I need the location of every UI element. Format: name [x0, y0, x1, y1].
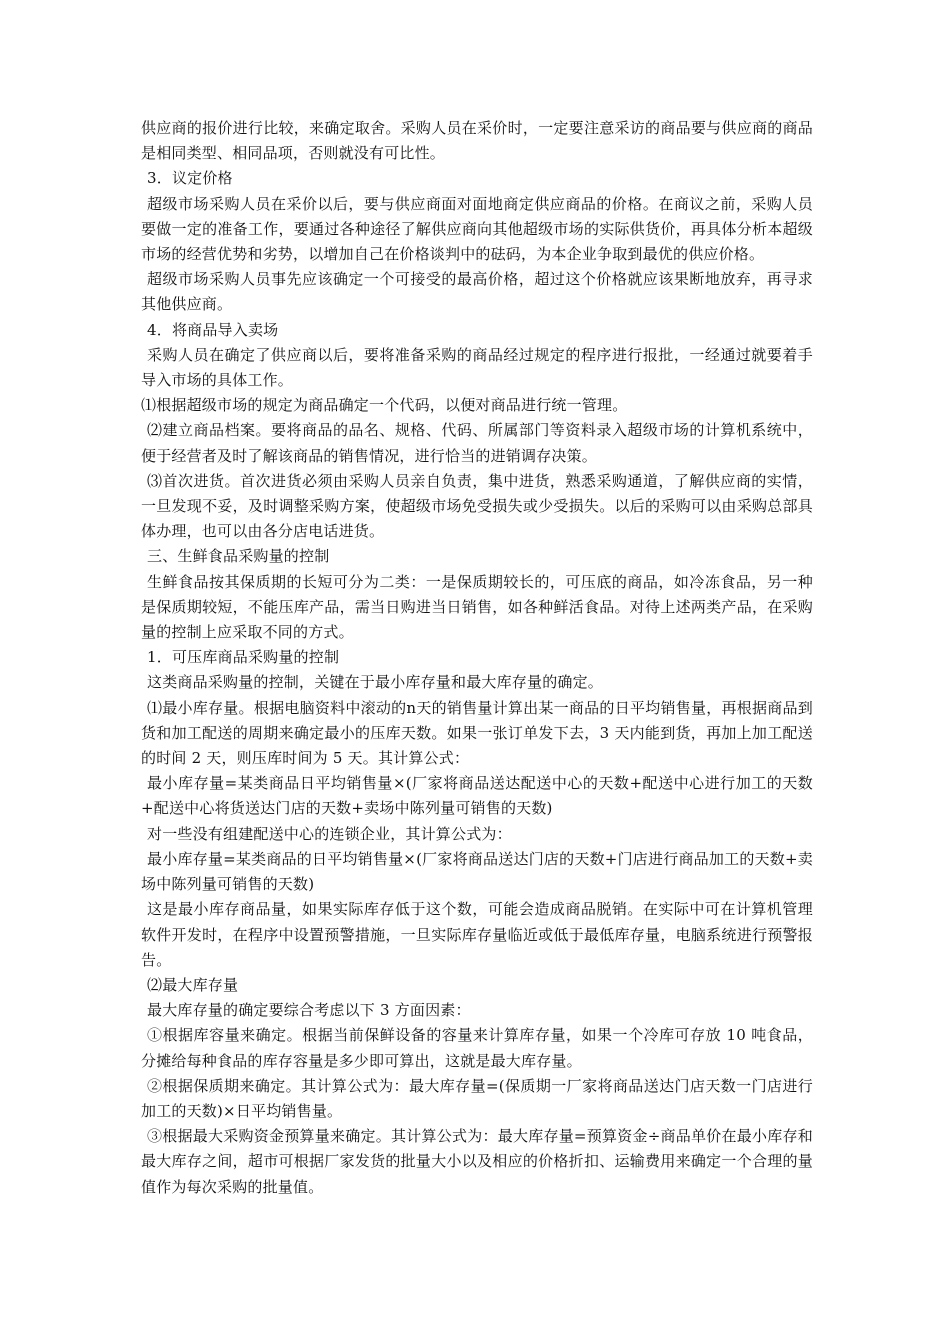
- heading-import-goods: 4．将商品导入卖场: [147, 320, 279, 339]
- list-item-product-archive: ⑵建立商品档案。要将商品的品名、规格、代码、所属部门等资料录入超级市场的计算机系统中，便于经营者及时了解该商品的销售情况，进行恰当的进销调存决策。: [141, 421, 813, 465]
- formula-minimum-stock-with-dc: 最小库存量=某类商品日平均销售量×(厂家将商品送达配送中心的天数+配送中心进行加工的天数+配送中心将货送达门店的天数+卖场中陈列量可销售的天数): [141, 774, 813, 818]
- formula-minimum-stock-without-dc: 最小库存量=某类商品的日平均销售量×(厂家将商品送达门店的天数+门店进行商品加工的天数+卖场中陈列量可销售的天数): [141, 849, 813, 894]
- list-item-budget-factor: ③根据最大采购资金预算量来确定。其计算公式为：最大库存量=预算资金÷商品单价在最小库存和最大库存之间，超市可根据厂家发货的批量大小以及相应的价格折扣、运输费用来确定一个合理的量值作为每次采购的批量值。: [141, 1127, 813, 1196]
- paragraph-maximum-stock-factors: 最大库存量的确定要综合考虑以下 3 方面因素：: [147, 1001, 471, 1020]
- paragraph-negotiate-price: 超级市场采购人员在采价以后，要与供应商面对面地商定供应商品的价格。在商议之前，采购人员要做一定的准备工作，要通过各种途径了解供应商向其他超级市场的实际供货价，再具体分析本超级市场的经营优势和劣势，以增加自己在价格谈判中的砝码，为本企业争取到最优的供应价格。: [141, 194, 813, 264]
- list-item-first-purchase: ⑶首次进货。首次进货必须由采购人员亲自负责，集中进货，熟悉采购通道，了解供应商的实情，一旦发现不妥，及时调整采购方案，使超级市场免受损失或少受损失。以后的采购可以由采购总部具体办理，也可以由各分店电话进货。: [141, 471, 813, 541]
- list-item-capacity-factor: ①根据库容量来确定。根据当前保鲜设备的容量来计算库存量，如果一个冷库可存放 10 吨食品，分摊给每种食品的库存容量是多少即可算出，这就是最大库存量。: [141, 1026, 813, 1070]
- heading-fresh-food-quantity: 三、生鲜食品采购量的控制: [147, 547, 330, 566]
- paragraph-fresh-food-types: 生鲜食品按其保质期的长短可分为二类：一是保质期较长的，可压底的商品，如冷冻食品，另一种是保质期较短，不能压库产品，需当日购进当日销售，如各种鲜活食品。对待上述两类产品，在采购量的控制上应采取不同的方式。: [141, 572, 813, 642]
- list-item-product-code: ⑴根据超级市场的规定为商品确定一个代码，以便对商品进行统一管理。: [141, 396, 628, 415]
- paragraph-no-distribution-center: 对一些没有组建配送中心的连锁企业，其计算公式为：: [147, 824, 512, 843]
- list-item-minimum-stock: ⑴最小库存量。根据电脑资料中滚动的n天的销售量计算出某一商品的日平均销售量，再根据商品到货和加工配送的周期来确定最小的压库天数。如果一张订单发下去，3 天内能到货，再加上加工配送的时间 2 天，则压库时间为 5 天。其计算公式：: [141, 698, 813, 768]
- paragraph-stock-warning: 这是最小库存商品量，如果实际库存低于这个数，可能会造成商品脱销。在实际中可在计算机管理软件开发时，在程序中设置预警措施，一旦实际库存量临近或低于最低库存量，电脑系统进行预警报告。: [141, 900, 813, 969]
- list-item-shelf-life-factor: ②根据保质期来确定。其计算公式为：最大库存量=(保质期一厂家将商品送达门店天数一门店进行加工的天数)×日平均销售量。: [141, 1076, 813, 1120]
- paragraph-storable-goods-key: 这类商品采购量的控制，关键在于最小库存量和最大库存量的确定。: [147, 673, 604, 692]
- heading-negotiate-price: 3．议定价格: [147, 169, 233, 188]
- paragraph-supplier-quote-comparison: 供应商的报价进行比较，来确定取舍。采购人员在采价时，一定要注意采访的商品要与供应商的商品是相同类型、相同品项，否则就没有可比性。: [141, 119, 813, 163]
- list-item-maximum-stock: ⑵最大库存量: [147, 975, 239, 994]
- paragraph-approval-process: 采购人员在确定了供应商以后，要将准备采购的商品经过规定的程序进行报批，一经通过就要着手导入市场的具体工作。: [141, 345, 813, 390]
- paragraph-max-acceptable-price: 超级市场采购人员事先应该确定一个可接受的最高价格，超过这个价格就应该果断地放弃，再寻求其他供应商。: [141, 270, 813, 314]
- heading-storable-goods: 1．可压库商品采购量的控制: [147, 648, 340, 667]
- document-page: [141, 116, 813, 1200]
